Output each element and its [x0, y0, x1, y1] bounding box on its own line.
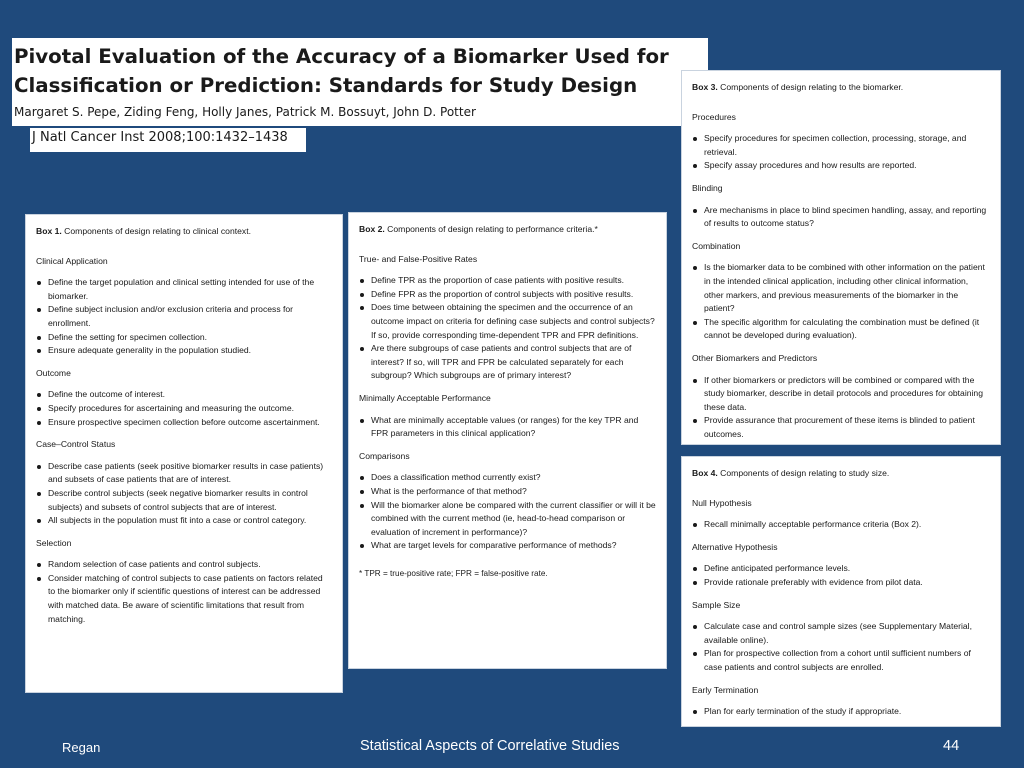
bullet-list [36, 388, 332, 429]
bullet-list [692, 562, 990, 589]
list-item: Does time between obtaining the specimen and the occurrence of an outcome impact on criteria for defining case subjects and control subjects? If so, provide corresponding time-dependent TPR and FPR definitions. [359, 301, 656, 342]
section-heading: Blinding [692, 182, 723, 193]
box-title [359, 223, 656, 237]
box-title [692, 467, 990, 481]
box-title-text: Components of design relating to performance criteria.* [384, 224, 598, 234]
section-heading: Alternative Hypothesis [692, 541, 778, 552]
bullet-list [36, 558, 332, 626]
section-heading: Sample Size [692, 599, 741, 610]
list-item: Recall minimally acceptable performance criteria (Box 2). [692, 518, 990, 532]
list-item: All subjects in the population must fit into a case or control category. [36, 514, 332, 528]
section-heading: Case–Control Status [36, 439, 116, 450]
paper-title-block [12, 38, 708, 126]
list-item: Specify assay procedures and how results are reported. [692, 159, 990, 173]
journal-citation: J Natl Cancer Inst 2008;100:1432–1438 [30, 128, 306, 152]
list-item: Provide rationale preferably with evidence from pilot data. [692, 576, 990, 590]
list-item: Are mechanisms in place to blind specimen handling, assay, and reporting of results to outcome status? [692, 204, 990, 231]
list-item: Specify procedures for ascertaining and measuring the outcome. [36, 402, 332, 416]
bullet-list [692, 620, 990, 674]
bullet-list [359, 471, 656, 553]
slide-number: 44 [943, 738, 960, 754]
section-heading: Clinical Application [36, 255, 108, 266]
list-item: Define FPR as the proportion of control subjects with positive results. [359, 288, 656, 302]
list-item: Define the outcome of interest. [36, 388, 332, 402]
bullet-list [692, 204, 990, 231]
bullet-list [36, 460, 332, 528]
list-item: If other biomarkers or predictors will be combined or compared with the study biomarker, describe in detail protocols and procedures for obtaining these data. [692, 374, 990, 415]
list-item: Consider matching of control subjects to case patients on factors related to the biomarker only if scientific questions of interest can be addressed with matched data. Be aware of scientific limitations that result from matching. [36, 572, 332, 626]
box-title [36, 225, 332, 239]
section-heading: Null Hypothesis [692, 497, 752, 508]
list-item: Plan for early termination of the study if appropriate. [692, 705, 990, 719]
box-3-biomarker [682, 71, 1000, 444]
list-item: Define anticipated performance levels. [692, 562, 990, 576]
list-item: The specific algorithm for calculating the combination must be defined (it cannot be developed during evaluation). [692, 316, 990, 343]
box-footnote: * TPR = true-positive rate; FPR = false-positive rate. [359, 568, 548, 578]
box-label: Box 3. [692, 82, 718, 92]
list-item: Describe control subjects (seek negative biomarker results in control subjects) and subsets of control subjects that are of interest. [36, 487, 332, 514]
list-item: What is the performance of that method? [359, 485, 656, 499]
section-heading: Other Biomarkers and Predictors [692, 352, 818, 363]
list-item: Plan for prospective collection from a cohort until sufficient numbers of case patients and control subjects are enrolled. [692, 647, 990, 674]
box-2-performance-criteria [349, 213, 666, 668]
paper-title-line-2: Classification or Prediction: Standards for Study Design [14, 74, 638, 97]
bullet-list [692, 705, 990, 719]
list-item: Define the setting for specimen collection. [36, 331, 332, 345]
box-1-clinical-context [26, 215, 342, 692]
list-item: Ensure adequate generality in the population studied. [36, 344, 332, 358]
list-item: What are target levels for comparative performance of methods? [359, 539, 656, 553]
section-heading: Procedures [692, 111, 736, 122]
section-heading: Outcome [36, 367, 71, 378]
bullet-list [692, 518, 990, 532]
section-heading: Minimally Acceptable Performance [359, 392, 491, 403]
bullet-list [36, 276, 332, 358]
list-item: Are there subgroups of case patients and control subjects that are of interest? If so, will TPR and FPR be calculated separately for each subgroup? Which subgroups are of primary interest? [359, 342, 656, 383]
section-heading: Combination [692, 240, 741, 251]
paper-authors: Margaret S. Pepe, Ziding Feng, Holly Janes, Patrick M. Bossuyt, John D. Potter [14, 105, 476, 119]
box-label: Box 1. [36, 226, 62, 236]
list-item: Define the target population and clinical setting intended for use of the biomarker. [36, 276, 332, 303]
section-heading: True- and False-Positive Rates [359, 253, 478, 264]
paper-title-line-1: Pivotal Evaluation of the Accuracy of a Biomarker Used for [14, 45, 669, 68]
list-item: Specify procedures for specimen collection, processing, storage, and retrieval. [692, 132, 990, 159]
footer-course-title: Statistical Aspects of Correlative Studies [360, 738, 620, 754]
list-item: Is the biomarker data to be combined with other information on the patient in the intended clinical application, including other clinical information, other markers, and previous measurements of the biomarker in the patient? [692, 261, 990, 315]
list-item: Define subject inclusion and/or exclusion criteria and process for enrollment. [36, 303, 332, 330]
bullet-list [692, 374, 990, 442]
list-item: Describe case patients (seek positive biomarker results in case patients) and subsets of case patients that are of interest. [36, 460, 332, 487]
section-heading: Selection [36, 537, 72, 548]
footer-author: Regan [62, 740, 101, 755]
box-label: Box 2. [359, 224, 385, 234]
box-title-text: Components of design relating to clinical context. [61, 226, 251, 236]
list-item: Define TPR as the proportion of case patients with positive results. [359, 274, 656, 288]
bullet-list [692, 261, 990, 343]
list-item: Ensure prospective specimen collection before outcome ascertainment. [36, 416, 332, 430]
bullet-list [692, 132, 990, 173]
box-title [692, 81, 990, 95]
section-heading: Early Termination [692, 684, 759, 695]
box-4-study-size [682, 457, 1000, 726]
box-label: Box 4. [692, 468, 718, 478]
box-title-text: Components of design relating to the biomarker. [717, 82, 904, 92]
section-heading: Comparisons [359, 450, 410, 461]
list-item: Provide assurance that procurement of these items is blinded to patient outcomes. [692, 414, 990, 441]
list-item: Random selection of case patients and control subjects. [36, 558, 332, 572]
list-item: Calculate case and control sample sizes (see Supplementary Material, available online). [692, 620, 990, 647]
bullet-list [359, 274, 656, 383]
list-item: What are minimally acceptable values (or ranges) for the key TPR and FPR parameters in this clinical application? [359, 414, 656, 441]
bullet-list [359, 414, 656, 441]
box-title-text: Components of design relating to study size. [717, 468, 890, 478]
list-item: Will the biomarker alone be compared with the current classifier or will it be combined with the current method (ie, head-to-head comparison or evaluation of increment in performance)? [359, 499, 656, 540]
list-item: Does a classification method currently exist? [359, 471, 656, 485]
